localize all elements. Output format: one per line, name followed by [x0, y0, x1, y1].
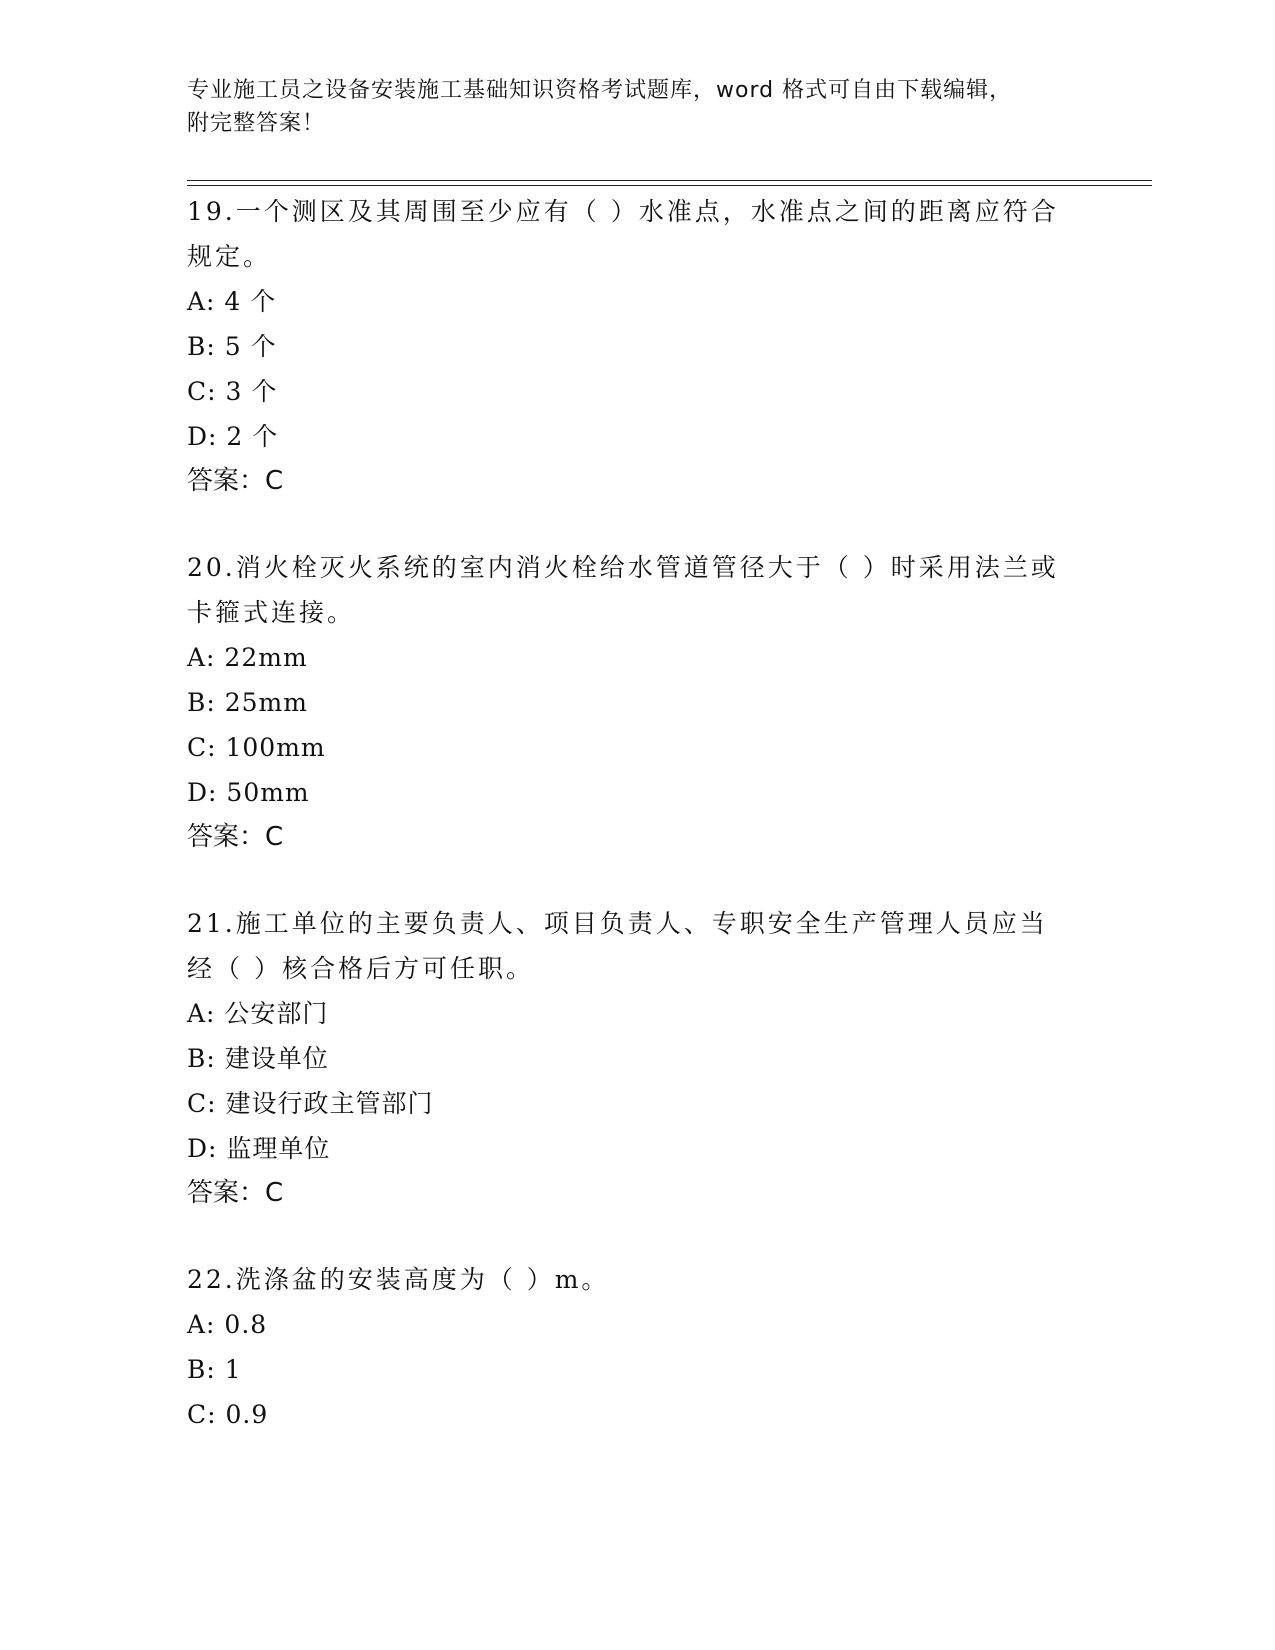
header-divider-bottom	[187, 185, 1152, 186]
header-divider-top	[187, 180, 1152, 181]
option-b: B: 建设单位	[187, 1044, 329, 1073]
question-19	[187, 189, 1087, 504]
document-header	[187, 74, 1087, 140]
option-d: D: 50mm	[187, 778, 310, 807]
question-list	[187, 189, 1087, 1478]
question-stem: 19.一个测区及其周围至少应有（ ）水准点，水准点之间的距离应符合规定。	[187, 197, 1059, 271]
option-a: A: 公安部门	[187, 999, 329, 1028]
question-stem: 21.施工单位的主要负责人、项目负责人、专职安全生产管理人员应当经（ ）核合格后方可任职。	[187, 909, 1048, 983]
option-a: A: 4 个	[187, 287, 277, 316]
header-line-2: 附完整答案！	[187, 111, 326, 136]
option-a: A: 22mm	[187, 643, 308, 672]
question-22	[187, 1257, 1087, 1437]
question-21	[187, 901, 1087, 1216]
option-a: A: 0.8	[187, 1310, 268, 1339]
answer-line: 答案：C	[187, 466, 284, 496]
option-b: B: 1	[187, 1355, 242, 1384]
option-b: B: 5 个	[187, 332, 277, 361]
question-stem: 20.消火栓灭火系统的室内消火栓给水管道管径大于（ ）时采用法兰或卡箍式连接。	[187, 553, 1059, 627]
option-c: C: 建设行政主管部门	[187, 1089, 434, 1118]
answer-line: 答案：C	[187, 1178, 284, 1208]
option-d: D: 监理单位	[187, 1134, 331, 1163]
answer-line: 答案：C	[187, 822, 284, 852]
header-line-1: 专业施工员之设备安装施工基础知识资格考试题库，word 格式可自由下载编辑，	[187, 78, 1013, 103]
option-d: D: 2 个	[187, 422, 279, 451]
option-b: B: 25mm	[187, 688, 308, 717]
question-stem: 22.洗涤盆的安装高度为（ ）m。	[187, 1265, 610, 1294]
option-c: C: 100mm	[187, 733, 326, 762]
option-c: C: 0.9	[187, 1400, 269, 1429]
question-20	[187, 545, 1087, 860]
option-c: C: 3 个	[187, 377, 278, 406]
